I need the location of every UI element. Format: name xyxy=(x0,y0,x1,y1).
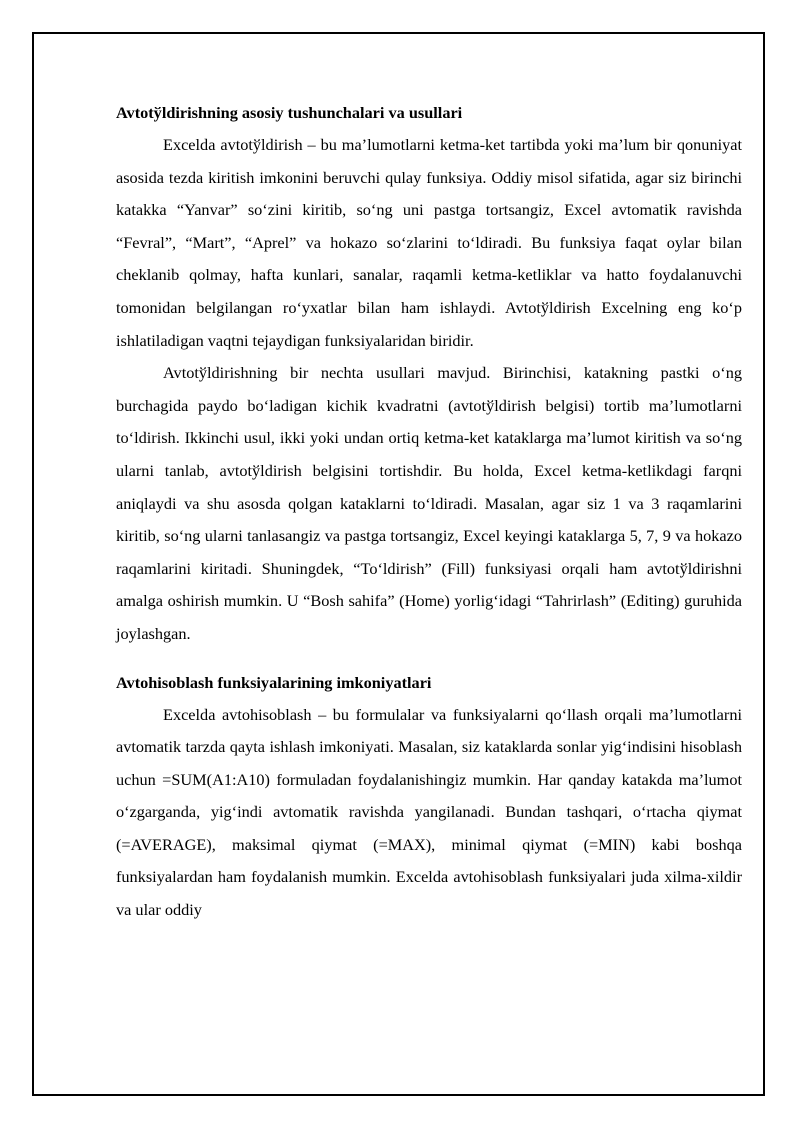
section-heading-autocalc: Avtohisoblash funksiyalarining imkoniyatlari xyxy=(116,672,432,692)
paragraph-autofill-methods: Avtotўldirishning bir nechta usullari mavjud. Birinchisi, katakning pastki o‘ng burchagida paydo bo‘ladigan kichik kvadratni (avtotўldirish belgisi) tortib ma’lumotlarni to‘ldirish. Ikkinchi usul, ikki yoki undan ortiq ketma-ket kataklarga ma’lumot kiritish va so‘ng ularni tanlab, avtotўldirish belgisini tortishdir. Bu holda, Excel ketma-ketlikdagi farqni aniqlaydi va shu asosda qolgan kataklarni to‘ldiradi. Masalan, agar siz 1 va 3 raqamlarini kiritib, so‘ng ularni tanlasangiz va pastga tortsangiz, Excel keyingi kataklarga 5, 7, 9 va hokazo raqamlarini kiritadi. Shuningdek, “To‘ldirish” (Fill) funksiyasi orqali ham avtotўldirishni amalga oshirish mumkin. U “Bosh sahifa” (Home) yorlig‘idagi “Tahrirlash” (Editing) guruhida joylashgan. xyxy=(116,363,742,643)
section-heading-autofill: Avtotўldirishning asosiy tushunchalari va usullari xyxy=(116,103,463,122)
paragraph-autocalc-intro: Excelda avtohisoblash – bu formulalar va funksiyalarni qo‘llash orqali ma’lumotlarni avtomatik tarzda qayta ishlash imkoniyati. Masalan, siz kataklarda sonlar yig‘indisini hisoblash uchun =SUM(A1:A10) formuladan foydalanishingiz mumkin. Har qanday katakda ma’lumot o‘zgarganda, yig‘indi avtomatik ravishda yangilanadi. Bundan tashqari, o‘rtacha qiymat (=AVERAGE), maksimal qiymat (=MAX), minimal qiymat (=MIN) kabi boshqa funksiyalardan ham foydalanish mumkin. Excelda avtohisoblash funksiyalari juda xilma-xildir va ular oddiy xyxy=(116,704,742,920)
paragraph-autofill-intro: Excelda avtotўldirish – bu ma’lumotlarni ketma-ket tartibda yoki ma’lum bir qonuniyat asosida tezda kiritish imkonini beruvchi qulay funksiya. Oddiy misol sifatida, agar siz birinchi katakka “Yanvar” so‘zini kiritib, so‘ng uni pastga tortsangiz, Excel avtomatik ravishda “Fevral”, “Mart”, “Aprel” va hokazo so‘zlarini to‘ldiradi. Bu funksiya faqat oylar bilan cheklanib qolmay, hafta kunlari, sanalar, raqamli ketma-ketliklar va hatto foydalanuvchi tomonidan belgilangan ro‘yxatlar bilan ham ishlaydi. Avtotўldirish Excelning eng ko‘p ishlatiladigan vaqtni tejaydigan funksiyalaridan biridir. xyxy=(116,135,742,350)
document-body xyxy=(116,96,742,927)
